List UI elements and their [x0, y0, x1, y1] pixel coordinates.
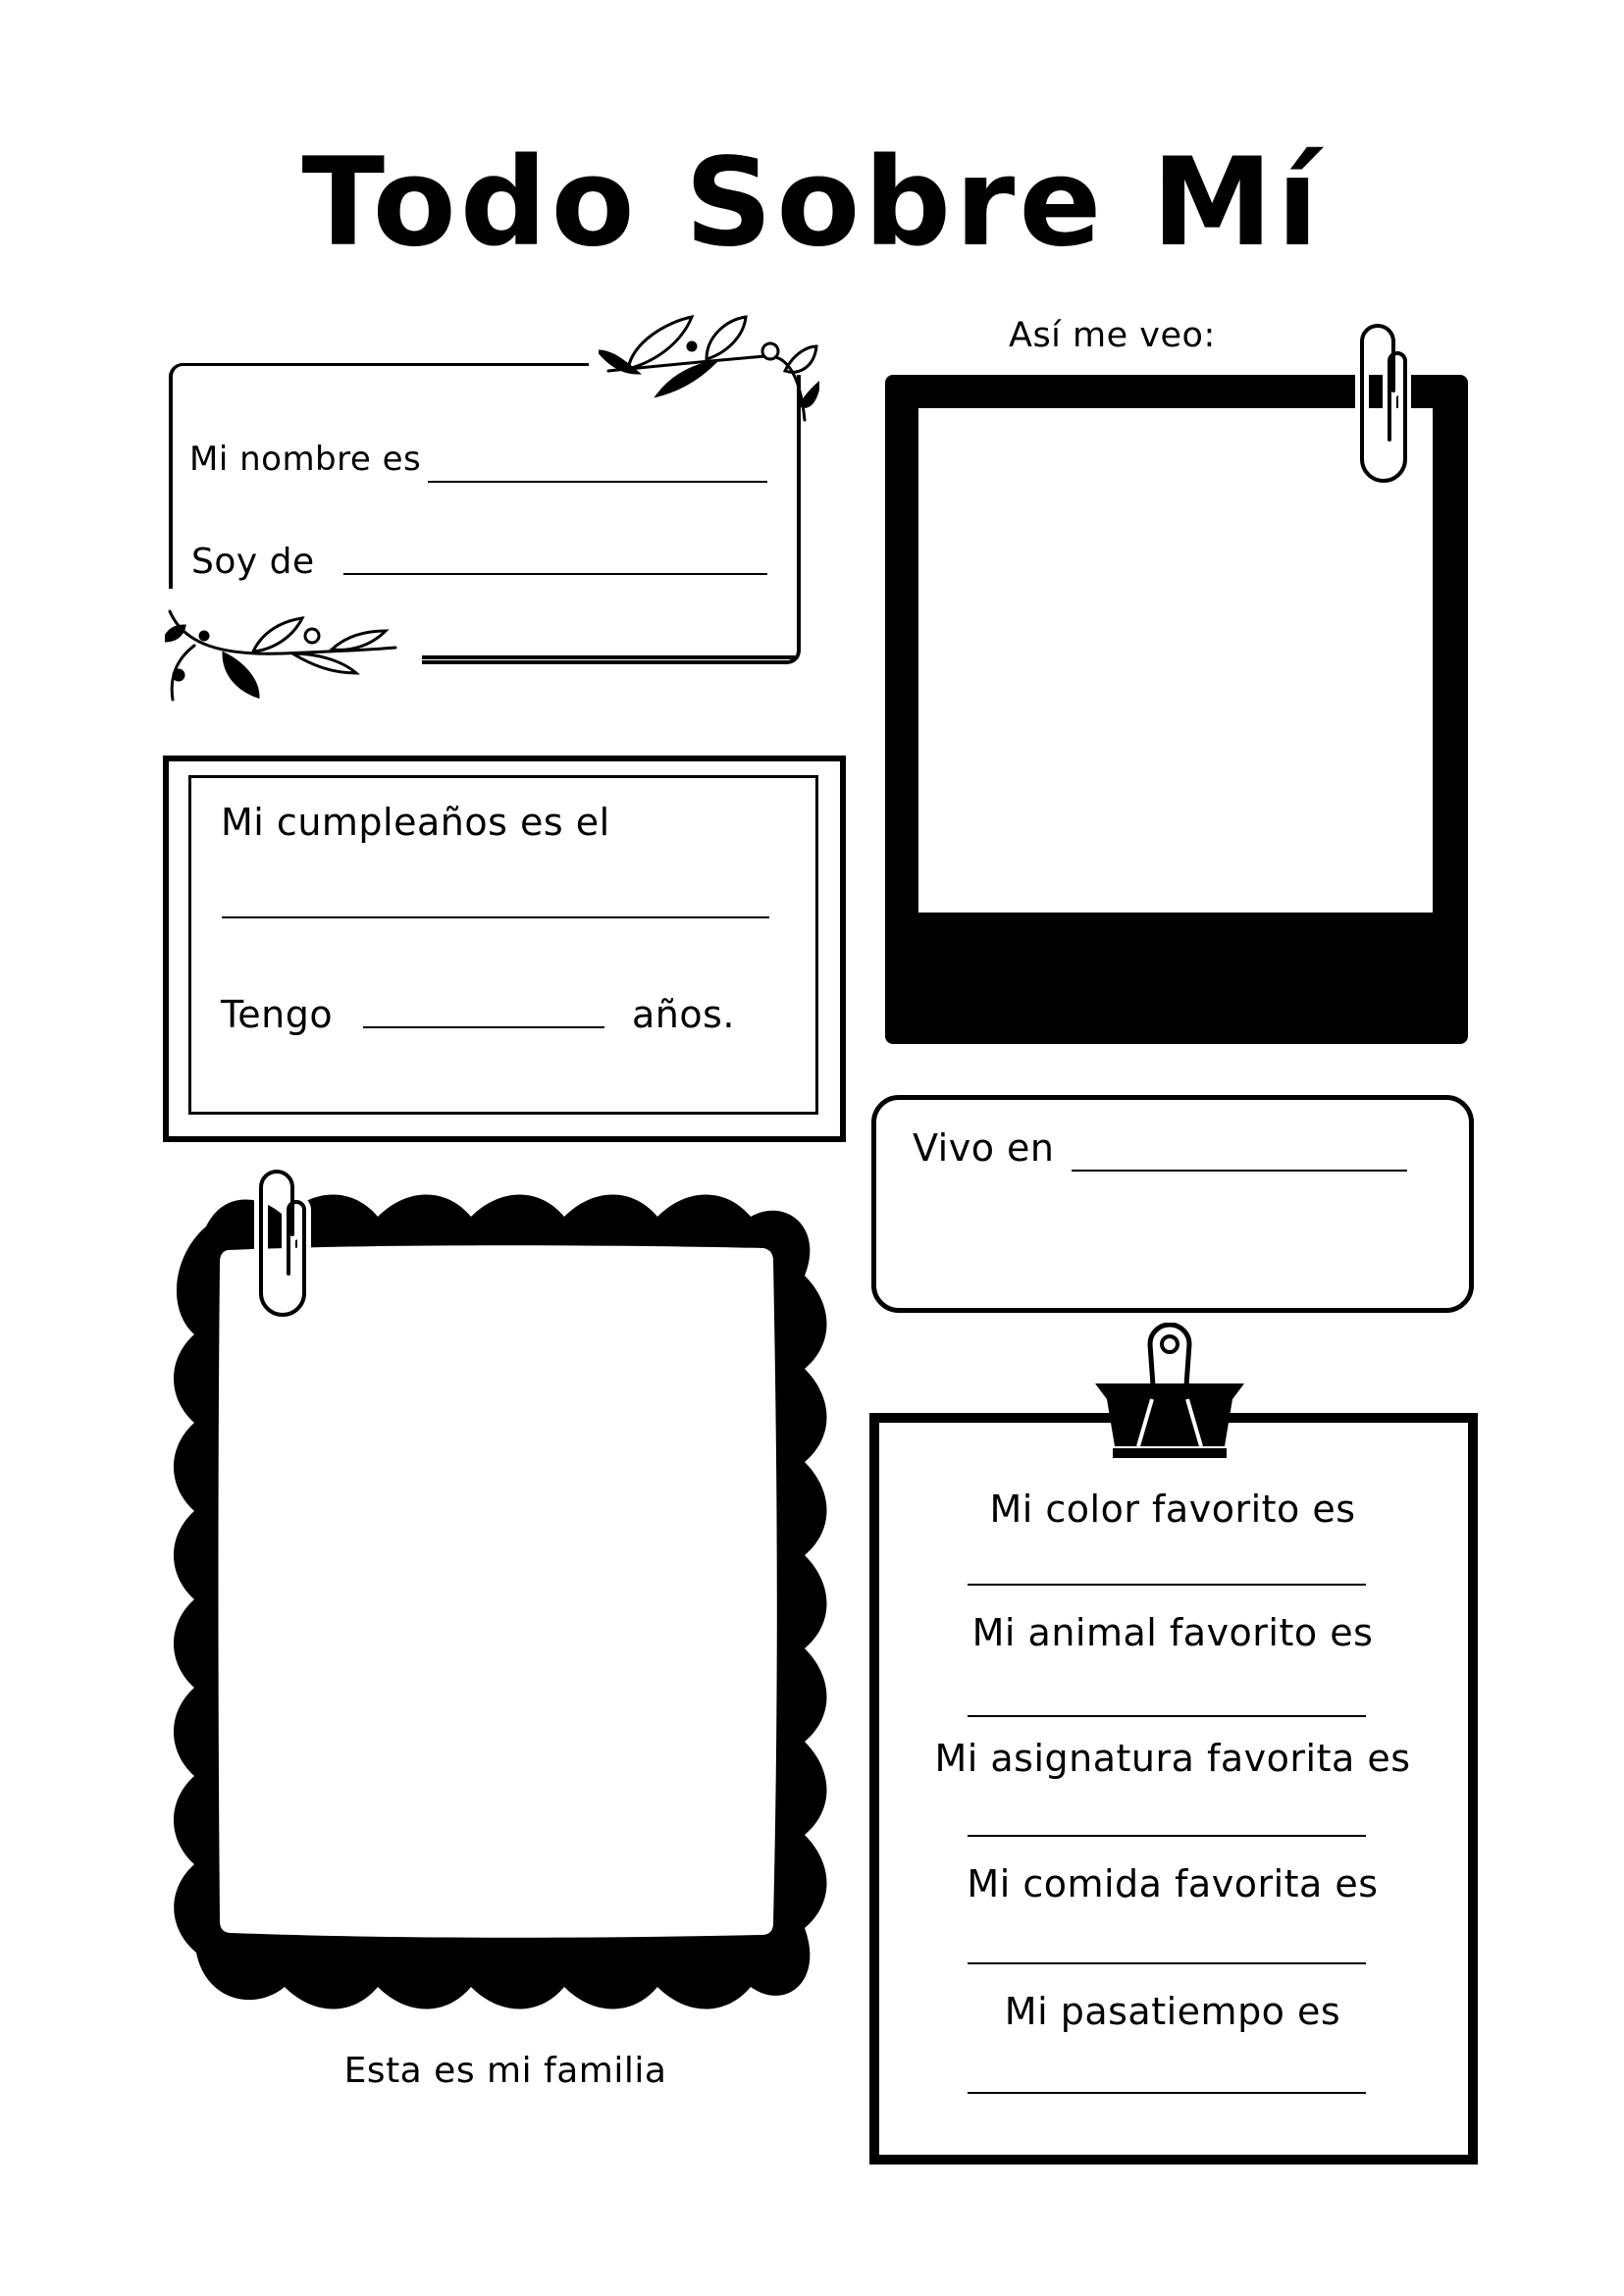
- live-label: Vivo en: [913, 1126, 1055, 1170]
- leaf-branch-icon: [165, 606, 400, 714]
- age-prefix: Tengo: [221, 993, 334, 1036]
- from-label: Soy de: [191, 542, 315, 582]
- hobby-label: Mi pasatiempo es: [1004, 1990, 1341, 2033]
- favorite-animal-label: Mi animal favorito es: [971, 1611, 1374, 1654]
- leaf-branch-icon: [599, 312, 819, 449]
- favorite-food-line[interactable]: [968, 1962, 1366, 1964]
- binder-clip-icon: [1095, 1323, 1244, 1468]
- portrait-caption: Así me veo:: [1009, 316, 1216, 355]
- favorite-food-label: Mi comida favorita es: [967, 1862, 1379, 1905]
- name-box-bottom-edge: [422, 655, 795, 659]
- paperclip-icon: [1354, 322, 1411, 491]
- favorite-animal-line[interactable]: [968, 1715, 1366, 1717]
- name-input-line[interactable]: [428, 481, 767, 483]
- live-input-line[interactable]: [1072, 1170, 1407, 1172]
- family-caption: Esta es mi familia: [343, 2051, 667, 2091]
- age-suffix: años.: [632, 993, 735, 1036]
- favorite-color-line[interactable]: [968, 1584, 1366, 1586]
- name-label: Mi nombre es: [189, 440, 422, 479]
- page-title: Todo Sobre Mí: [301, 132, 1323, 274]
- birthday-input-line[interactable]: [222, 916, 769, 918]
- family-photo-area[interactable]: [222, 1252, 771, 1929]
- age-input-line[interactable]: [363, 1026, 604, 1028]
- from-input-line[interactable]: [343, 573, 767, 575]
- paperclip-icon: [251, 1166, 316, 1323]
- hobby-line[interactable]: [968, 2092, 1366, 2094]
- birthday-label: Mi cumpleaños es el: [221, 801, 610, 844]
- favorite-subject-label: Mi asignatura favorita es: [934, 1737, 1411, 1780]
- favorite-subject-line[interactable]: [968, 1835, 1366, 1837]
- favorite-color-label: Mi color favorito es: [989, 1487, 1356, 1531]
